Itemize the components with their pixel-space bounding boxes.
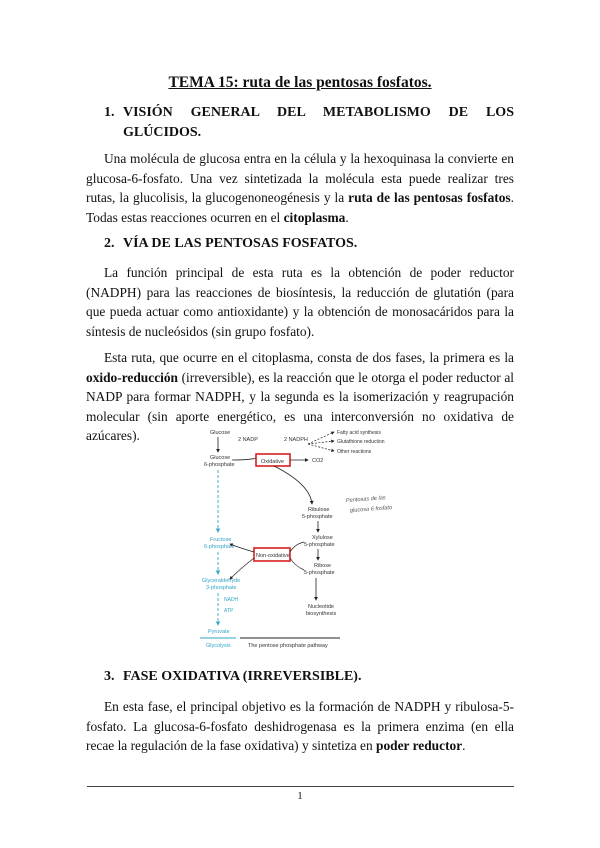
bold-run: oxido-reducción <box>86 369 179 385</box>
label-nonoxidative: Non-oxidative <box>256 553 290 559</box>
page-number: 1 <box>297 790 303 802</box>
arrow-other <box>308 444 334 451</box>
label-gap-1: Glyceraldehyde <box>202 578 241 584</box>
bold-run: ruta de las pentosas fosfatos <box>348 190 511 205</box>
label-nadh: NADH <box>224 597 239 603</box>
label-nadp: 2 NADP <box>238 437 258 443</box>
arrow-oxidative-ribulose <box>274 466 312 504</box>
section-heading-text: VÍA DE LAS PENTOSAS FOSFATOS. <box>123 236 358 251</box>
handwritten-note-2: glucosa 6 fosfato <box>349 505 393 514</box>
label-g6p-2: 6-phosphate <box>204 462 235 468</box>
label-ribose-2: 5-phosphate <box>304 570 335 576</box>
label-nucleotide-1: Nucleotide <box>308 604 334 610</box>
label-g6p-1: Glucose <box>210 455 231 461</box>
section-heading-line2: GLÚCIDOS. <box>123 125 202 140</box>
paragraph-oxidative-phase <box>86 697 514 756</box>
arrow-xylulose-nonox <box>290 542 304 552</box>
label-ppp: The pentose phosphate pathway <box>248 643 328 649</box>
label-co2: CO2 <box>312 458 324 464</box>
bold-run: citoplasma <box>283 209 346 225</box>
label-nucleotide-2: biosynthesis <box>306 611 337 617</box>
footer-divider <box>87 786 514 787</box>
section-heading-1 <box>104 103 514 143</box>
text-run: En esta fase, el principal objetivo es la formación de NADPH y ribulosa-5-fosfato. La glucosa-6-fosfato deshidrogenasa es la primera enzima (en ella recae la regulación de la fase oxidativa) y sintetiza en <box>86 699 514 753</box>
section-heading-2 <box>104 234 514 254</box>
label-xylulose-1: Xylulose <box>312 535 333 541</box>
paragraph-function <box>86 263 514 341</box>
pentose-pathway-diagram <box>200 424 418 658</box>
label-xylulose-2: 5-phosphate <box>304 542 335 548</box>
page-title: TEMA 15: ruta de las pentosas fosfatos. <box>168 74 432 91</box>
section-number: 1. <box>104 105 115 120</box>
handwritten-note-1: Pentosas de las <box>345 495 386 504</box>
bold-run: poder reductor <box>376 738 463 753</box>
label-glutathione: Glutathione reduction <box>337 439 385 445</box>
arrow-fatty-acid <box>308 432 334 444</box>
label-other: Other reactions <box>337 449 372 455</box>
section-number: 2. <box>104 236 115 251</box>
section-heading-3 <box>104 667 514 687</box>
text-run: . <box>462 738 466 753</box>
label-ribulose-1: Ribulose <box>308 507 330 513</box>
text-run: . Todas estas reacciones ocurren en el <box>86 190 514 225</box>
label-fatty-acid: Fatty acid synthesis <box>337 430 381 436</box>
label-oxidative: Oxidative <box>261 459 284 465</box>
text-run: Esta ruta, que ocurre en el citoplasma, consta de dos fases, la primera es la <box>104 350 514 365</box>
section-heading-text: FASE OXIDATIVA (IRREVERSIBLE). <box>123 669 362 684</box>
arrow-ribose-nonox <box>290 558 304 570</box>
text-run: . <box>345 209 349 225</box>
arrow-nonox-gap <box>230 558 254 579</box>
text-run: Una molécula de glucosa entra en la célula y la hexoquinasa la convierte en glucosa-6-fosfato. Una vez sintetizada la molécula esta puede realizar tres rutas, la glucolisis, la glucogenoneogénesis y la <box>86 151 514 205</box>
section-number: 3. <box>104 669 115 684</box>
label-pyruvate: Pyruvate <box>208 629 230 635</box>
label-nadph: 2 NADPH <box>284 437 308 443</box>
label-glycolysis: Glycolysis <box>206 643 231 649</box>
label-glucose: Glucose <box>210 430 231 436</box>
label-ribulose-2: 5-phosphate <box>302 514 333 520</box>
label-atp: ATP <box>224 608 234 614</box>
label-gap-2: 3-phosphate <box>206 585 237 591</box>
section-heading-line1: VISIÓN GENERAL DEL METABOLISMO DE LOS <box>123 105 514 120</box>
text-run: (irreversible), es la reacción que le otorga el poder reductor al NADP para formar NADPH, y la segunda es la isomerización y reagrupación molecular (sin aporte energético, es una interconversión no oxidativa de azúcares). <box>86 369 514 443</box>
label-f6p-2: 6-phosphate <box>204 544 235 550</box>
label-f6p-1: Fructose <box>210 537 232 543</box>
text-run: La función principal de esta ruta es la obtención de poder reductor (NADPH) para las reacciones de biosíntesis, la reducción de glutatión (para que pueda actuar como antioxidante) y la obtención de monosacáridos para la síntesis de nucleósidos (sin grupo fosfato). <box>86 265 514 339</box>
paragraph-overview <box>86 149 514 227</box>
label-ribose-1: Ribose <box>314 563 332 569</box>
